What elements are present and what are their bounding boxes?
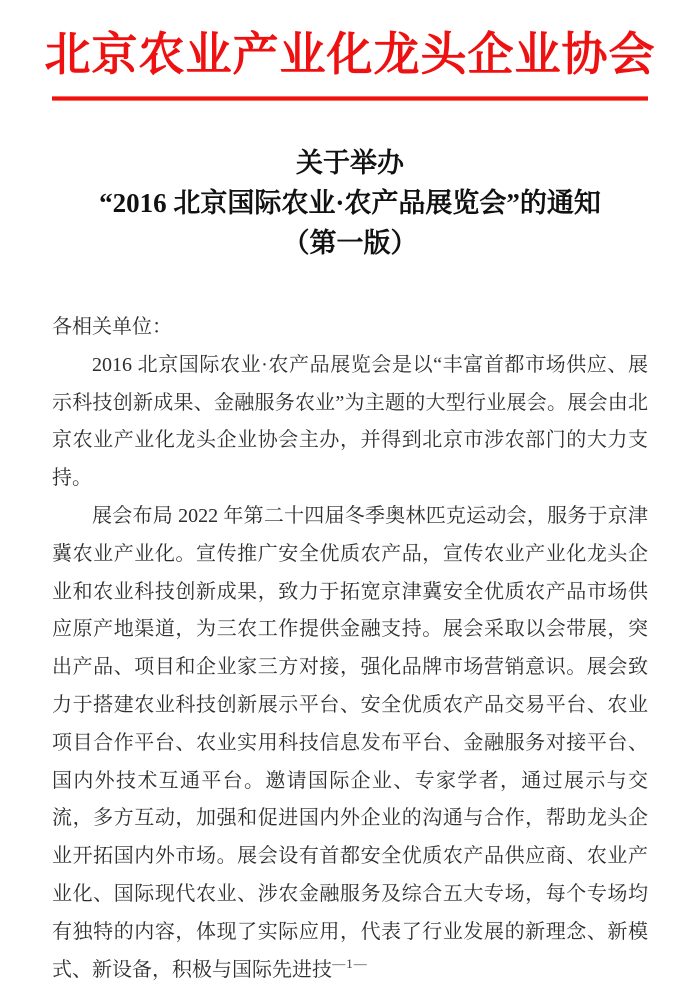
salutation: 各相关单位：: [52, 316, 172, 338]
letterhead: [0, 26, 700, 101]
org-name-heading: 北京农业产业化龙头企业协会: [44, 29, 656, 80]
body-paragraph-1: 2016 北京国际农业·农产品展览会是以“丰富首都市场供应、展示科技创新成果、金融服务农业”为主题的大型行业展会。展会由北京农业产业化龙头企业协会主办，并得到北京市涉农部门的大力支持。: [52, 353, 648, 490]
document-body: [52, 309, 648, 986]
document-title: [0, 143, 700, 263]
body-paragraph-2: 展会布局 2022 年第二十四届冬季奥林匹克运动会，服务于京津冀农业产业化。宣传推广安全优质农产品，宣传农业产业化龙头企业和农业科技创新成果，致力于拓宽京津冀安全优质农产品市场供应原产地渠道，为三农工作提供金融支持。展会采取以会带展，突出产品、项目和企业家三方对接，强化品牌市场营销意识。展会致力于搭建农业科技创新展示平台、安全优质农产品交易平台、农业项目合作平台、农业实用科技信息发布平台、金融服务对接平台、国内外技术互通平台。邀请国际企业、专家学者，通过展示与交流，多方互动，加强和促进国内外企业的沟通与合作，帮助龙头企业开拓国内外市场。展会设有首都安全优质农产品供应商、农业产业化、国际现代农业、涉农金融服务及综合五大专场，每个专场均有独特的内容，体现了实际应用，代表了行业发展的新理念、新模式、新设备，积极与国际先进技: [52, 504, 648, 981]
title-line-3: （第一版）: [282, 228, 418, 258]
page-number: —1—: [332, 956, 368, 971]
title-line-2: “2016 北京国际农业·农产品展览会”的通知: [99, 188, 601, 218]
title-line-1: 关于举办: [296, 148, 404, 178]
red-divider-rule: [52, 96, 648, 101]
